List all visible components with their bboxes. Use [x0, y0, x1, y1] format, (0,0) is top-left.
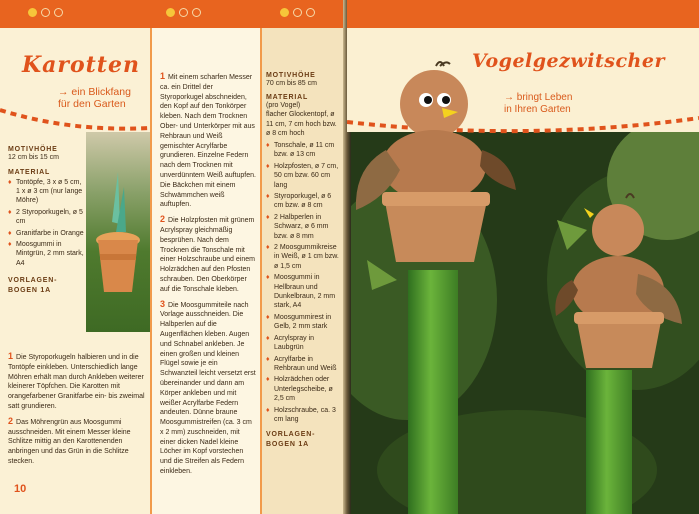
decorative-dashed-curve	[0, 102, 150, 136]
vogel-title: Vogelgezwitscher	[472, 50, 665, 72]
right-top-bar	[347, 0, 699, 28]
karotten-title: Karotten	[22, 52, 140, 78]
page-dots-right-col	[280, 8, 315, 17]
karotten-materials: MOTIVHÖHE 12 cm bis 15 cm MATERIAL ♦ Tontöpfe, 3 x ø 5 cm, 1 x ø 3 cm (nur lange Möhre) ♦ 2 Styroporkugeln, ø 5 cm ♦ Granitfarbe in Orange ♦ Moosgummi in Mintgrün, 2 mm stark, A4 VORLAGEN- BOGEN 1A	[8, 146, 84, 296]
wooden-post-small	[586, 370, 632, 514]
bird-large	[356, 56, 526, 282]
page-dots-middle	[166, 8, 201, 17]
karotten-subtitle: → ein Blickfang für den Garten	[58, 86, 131, 110]
column-divider	[260, 28, 262, 514]
wooden-post-large	[408, 270, 458, 514]
vogel-subtitle: → bringt Leben in Ihren Garten	[504, 92, 573, 115]
vogel-materials: MOTIVHÖHE 70 cm bis 85 cm MATERIAL (pro Vogel) flacher Glockentopf, ø 11 cm, 7 cm hoch bzw. ø 8 cm hoch ♦ Tonschale, ø 11 cm bzw. ø 13 cm ♦ Holzpfosten, ø 7 cm, 50 cm bzw. 60 cm lang ♦ Styroporkugel, ø 6 cm bzw. ø 8 cm ♦ 2 Halbperlen in Schwarz, ø 6 mm bzw. ø 8 mm ♦ 2 Moosgummikreise in Weiß, ø 1 cm bzw. ø 1,5 cm ♦ Moosgummi in Hellbraun und Dunkelbraun, 2 mm stark, A4 ♦ Moosgummirest in Gelb, 2 mm stark ♦ Acrylspray in Laubgrün ♦ Acrylfarbe in Rehbraun und Weiß ♦ Holzrädchen oder Unterlegscheibe, ø 2,5 cm ♦ Holzschraube, ca. 3 cm lang VORLAGEN- BOGEN 1A	[266, 72, 340, 450]
vogel-steps: 1 Mit einem scharfen Messer ca. ein Drittel der Styroporkugel abschneiden, den Kopf auf den Tonkörper kleben. Nach dem Trocknen Ober- und Unterkörper mit aus Rehbraun und Weiß gemischter Acrylfarbe grundieren. Einzelne Federn nach dem Trocknen mit unverdünntem Weiß auftupfen. Die Bäckchen mit einem Schwämmchen weiß auftupfen. 2 Die Holzpfosten mit grünem Acrylspray gleichmäßig besprühen. Nach dem Trocknen die Tonschale mit einer Holzschraube und einem Holzrädchen auf den Pfosten schrauben. Den Oberkörper auf die Tonschale kleben. 3 Die Moosgummiteile nach Vorlage ausschneiden. Die Halbperlen auf die Augenflächen kleben. Augen und Schnabel ankleben. Je einen großen und kleinen Flügel sowie je ein Schwanzteil leicht versetzt erst übereinander und dann am Körper ankleben und mit weißer Acrylfarbe Federn andeuten. Dünne braune Moosgummistreifen (ca. 3 cm x 2 mm) zuschneiden, mit einer dicken Nadel kleine Löcher im Kopf vorstechen und die Streifen als Federn einkleben.	[160, 71, 256, 476]
page-dots-left	[28, 8, 63, 17]
page-number: 10	[14, 483, 27, 495]
carrot-photo	[86, 132, 150, 332]
column-divider	[150, 28, 152, 514]
karotten-steps: 1 Die Styroporkugeln halbieren und in die Tontöpfe einkleben. Unterschiedlich lange Möhren erhält man durch Ankleben weiterer kleinerer Töpfchen. Die Karotten mit orangefarbener Granitfarbe ein- bis zweimal satt grundieren. 2 Das Möhrengrün aus Moosgummi ausschneiden. Mit einem Messer kleine Schlitze mittig an den Karottenenden anbringen und das Grün in die Schlitze stecken.	[8, 351, 145, 465]
bird-small	[552, 190, 692, 380]
